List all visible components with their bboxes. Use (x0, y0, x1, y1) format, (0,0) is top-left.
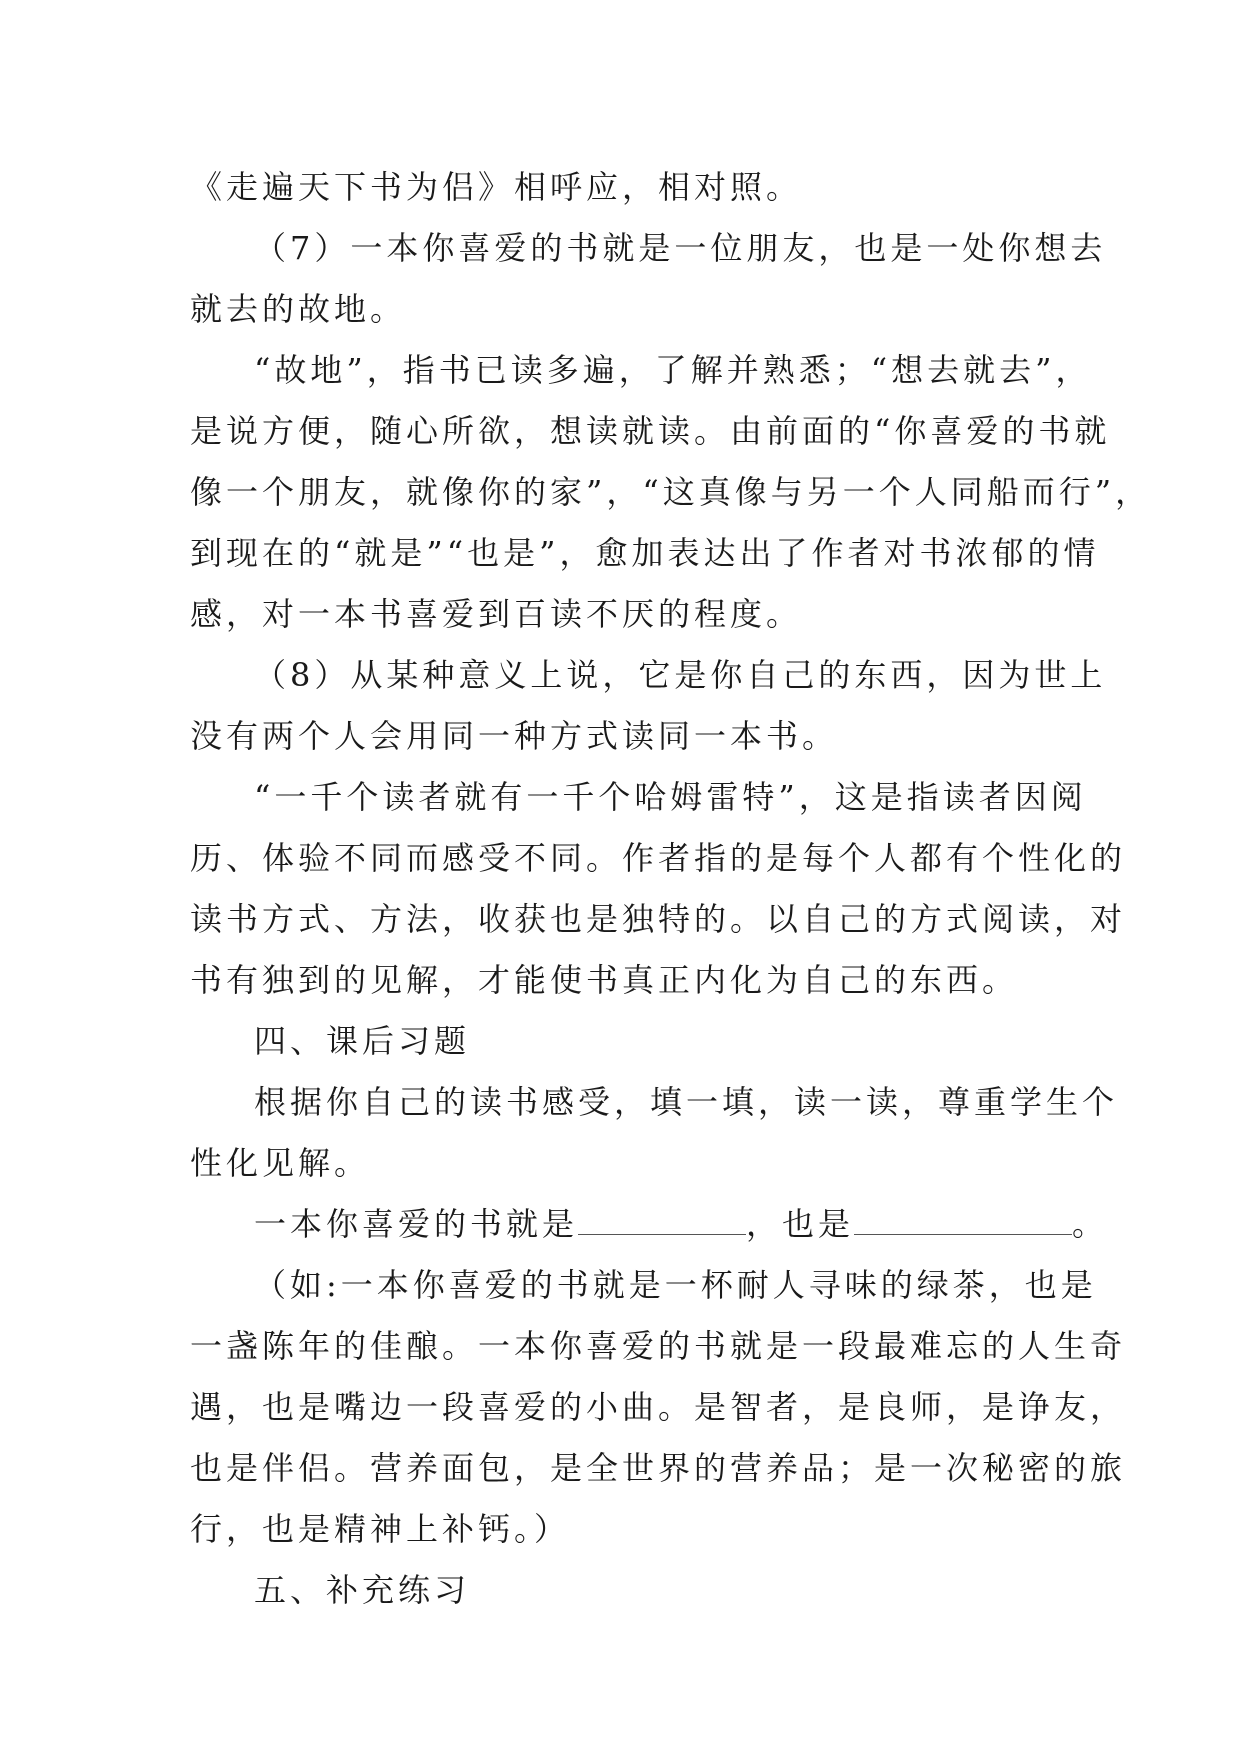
example-line-5: 行，也是精神上补钙。） (190, 1510, 571, 1548)
fill-in-middle: ，也是 (746, 1205, 855, 1243)
document-page (190, 157, 1152, 1621)
section-heading-five: 五、补充练习 (254, 1571, 471, 1609)
text-line-7: 到现在的“就是”“也是”，愈加表达出了作者对书浓郁的情 (190, 534, 1100, 572)
text-line-12: 历、体验不同而感受不同。作者指的是每个人都有个性化的 (190, 839, 1127, 877)
text-line-17: 性化见解。 (190, 1144, 371, 1182)
fill-in-blank-1 (578, 1204, 746, 1235)
example-line-3: 遇，也是嘴边一段喜爱的小曲。是智者，是良师，是诤友， (190, 1388, 1127, 1426)
text-line-3: 就去的故地。 (190, 290, 407, 328)
text-line-5: 是说方便，随心所欲，想读就读。由前面的“你喜爱的书就 (190, 412, 1111, 450)
text-line-8: 感，对一本书喜爱到百读不厌的程度。 (190, 595, 803, 633)
fill-in-line (190, 1194, 1109, 1255)
text-line-9: （8）从某种意义上说，它是你自己的东西，因为世上 (254, 656, 1107, 694)
example-line-4: 也是伴侣。营养面包，是全世界的营养品；是一次秘密的旅 (190, 1449, 1127, 1487)
fill-in-blank-2 (854, 1204, 1072, 1235)
section-heading-four: 四、课后习题 (254, 1022, 471, 1060)
example-line-2: 一盏陈年的佳酿。一本你喜爱的书就是一段最难忘的人生奇 (190, 1327, 1127, 1365)
text-line-2: （7）一本你喜爱的书就是一位朋友，也是一处你想去 (254, 229, 1107, 267)
example-line-1: （如:一本你喜爱的书就是一杯耐人寻味的绿茶，也是 (254, 1266, 1097, 1304)
text-line-4: “故地”，指书已读多遍，了解并熟悉；“想去就去”， (254, 351, 1092, 389)
text-line-6: 像一个朋友，就像你的家”，“这真像与另一个人同船而行”， (190, 473, 1152, 511)
text-line-1: 《走遍天下书为侣》相呼应，相对照。 (190, 168, 803, 206)
text-line-11: “一千个读者就有一千个哈姆雷特”，这是指读者因阅 (254, 778, 1087, 816)
fill-in-prefix: 一本你喜爱的书就是 (254, 1205, 579, 1243)
fill-in-suffix: 。 (1072, 1205, 1109, 1243)
text-line-14: 书有独到的见解，才能使书真正内化为自己的东西。 (190, 961, 1019, 999)
text-line-10: 没有两个人会用同一种方式读同一本书。 (190, 717, 839, 755)
text-line-13: 读书方式、方法，收获也是独特的。以自己的方式阅读，对 (190, 900, 1127, 938)
text-line-16: 根据你自己的读书感受，填一填，读一读，尊重学生个 (254, 1083, 1119, 1121)
